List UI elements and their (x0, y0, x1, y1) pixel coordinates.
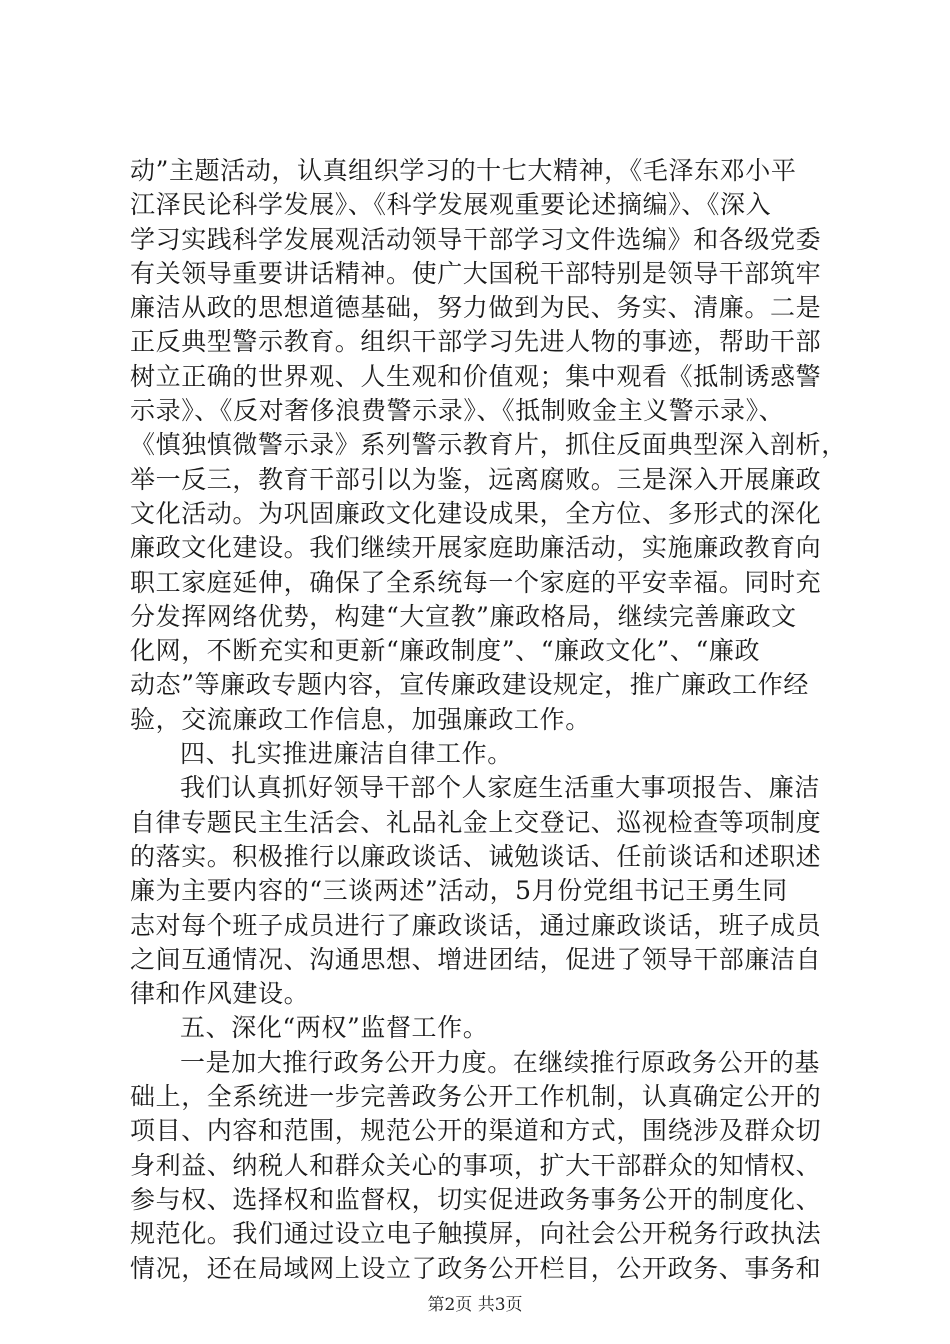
text-line: 我们认真抓好领导干部个人家庭生活重大事项报告、廉洁 (180, 773, 821, 803)
text-line: 的落实。积极推行以廉政谈话、诫勉谈话、任前谈话和述职述 (130, 841, 822, 871)
text-line: 四、扎实推进廉洁自律工作。 (180, 739, 513, 769)
text-line: 础上，全系统进一步完善政务公开工作机制，认真确定公开的 (130, 1082, 822, 1112)
text-line: 文化活动。为巩固廉政文化建设成果，全方位、多形式的深化 (130, 498, 822, 528)
page-footer: 第2页 共3页 (427, 1295, 523, 1315)
text-line: 化网，不断充实和更新“廉政制度”、“廉政文化”、“廉政 (130, 636, 761, 666)
text-line: 动态”等廉政专题内容，宣传廉政建设规定，推广廉政工作经 (130, 670, 809, 700)
text-line: 律和作风建设。 (130, 979, 310, 1009)
text-line: 廉为主要内容的“三谈两述”活动，5月份党组书记王勇生同 (130, 876, 788, 906)
text-line: 正反典型警示教育。组织干部学习先进人物的事迹，帮助干部 (130, 327, 822, 357)
text-line: 规范化。我们通过设立电子触摸屏，向社会公开税务行政执法 (130, 1219, 822, 1249)
text-line: 学习实践科学发展观活动领导干部学习文件选编》和各级党委 (130, 224, 822, 254)
text-line: 志对每个班子成员进行了廉政谈话，通过廉政谈话，班子成员 (130, 910, 822, 940)
text-line: 验，交流廉政工作信息，加强廉政工作。 (130, 704, 591, 734)
text-line: 之间互通情况、沟通思想、增进团结，促进了领导干部廉洁自 (130, 944, 822, 974)
text-line: 有关领导重要讲话精神。使广大国税干部特别是领导干部筑牢 (130, 258, 822, 288)
text-line: 示录》、《反对奢侈浪费警示录》、《抵制败金主义警示录》、 (130, 396, 785, 426)
text-line: 分发挥网络优势，构建“大宣教”廉政格局，继续完善廉政文 (130, 601, 797, 631)
text-line: 身利益、纳税人和群众关心的事项，扩大干部群众的知情权、 (130, 1150, 822, 1180)
text-line: 动”主题活动，认真组织学习的十七大精神，《毛泽东邓小平 (130, 156, 797, 185)
text-line: 廉洁从政的思想道德基础，努力做到为民、务实、清廉。二是 (130, 293, 822, 323)
text-line: 一是加大推行政务公开力度。在继续推行原政务公开的基 (180, 1047, 821, 1077)
document-body (130, 154, 847, 1286)
text-line: 自律专题民主生活会、礼品礼金上交登记、巡视检查等项制度 (130, 807, 822, 837)
text-line: 五、深化“两权”监督工作。 (180, 1013, 489, 1043)
text-line: 职工家庭延伸，确保了全系统每一个家庭的平安幸福。同时充 (130, 567, 822, 597)
text-line: 廉政文化建设。我们继续开展家庭助廉活动，实施廉政教育向 (130, 533, 822, 563)
text-line: 情况，还在局域网上设立了政务公开栏目，公开政务、事务和 (130, 1253, 822, 1283)
text-line: 项目、内容和范围，规范公开的渠道和方式，围绕涉及群众切 (130, 1116, 822, 1146)
text-line: 参与权、选择权和监督权，切实促进政务事务公开的制度化、 (130, 1184, 822, 1214)
text-line: 江泽民论科学发展》、《科学发展观重要论述摘编》、《深入 (130, 190, 772, 220)
text-line: 举一反三，教育干部引以为鉴，远离腐败。三是深入开展廉政 (130, 464, 822, 494)
text-line: 《慎独慎微警示录》系列警示教育片，抓住反面典型深入剖析， (130, 430, 847, 460)
text-line: 树立正确的世界观、人生观和价值观；集中观看《抵制诱惑警 (130, 361, 822, 391)
